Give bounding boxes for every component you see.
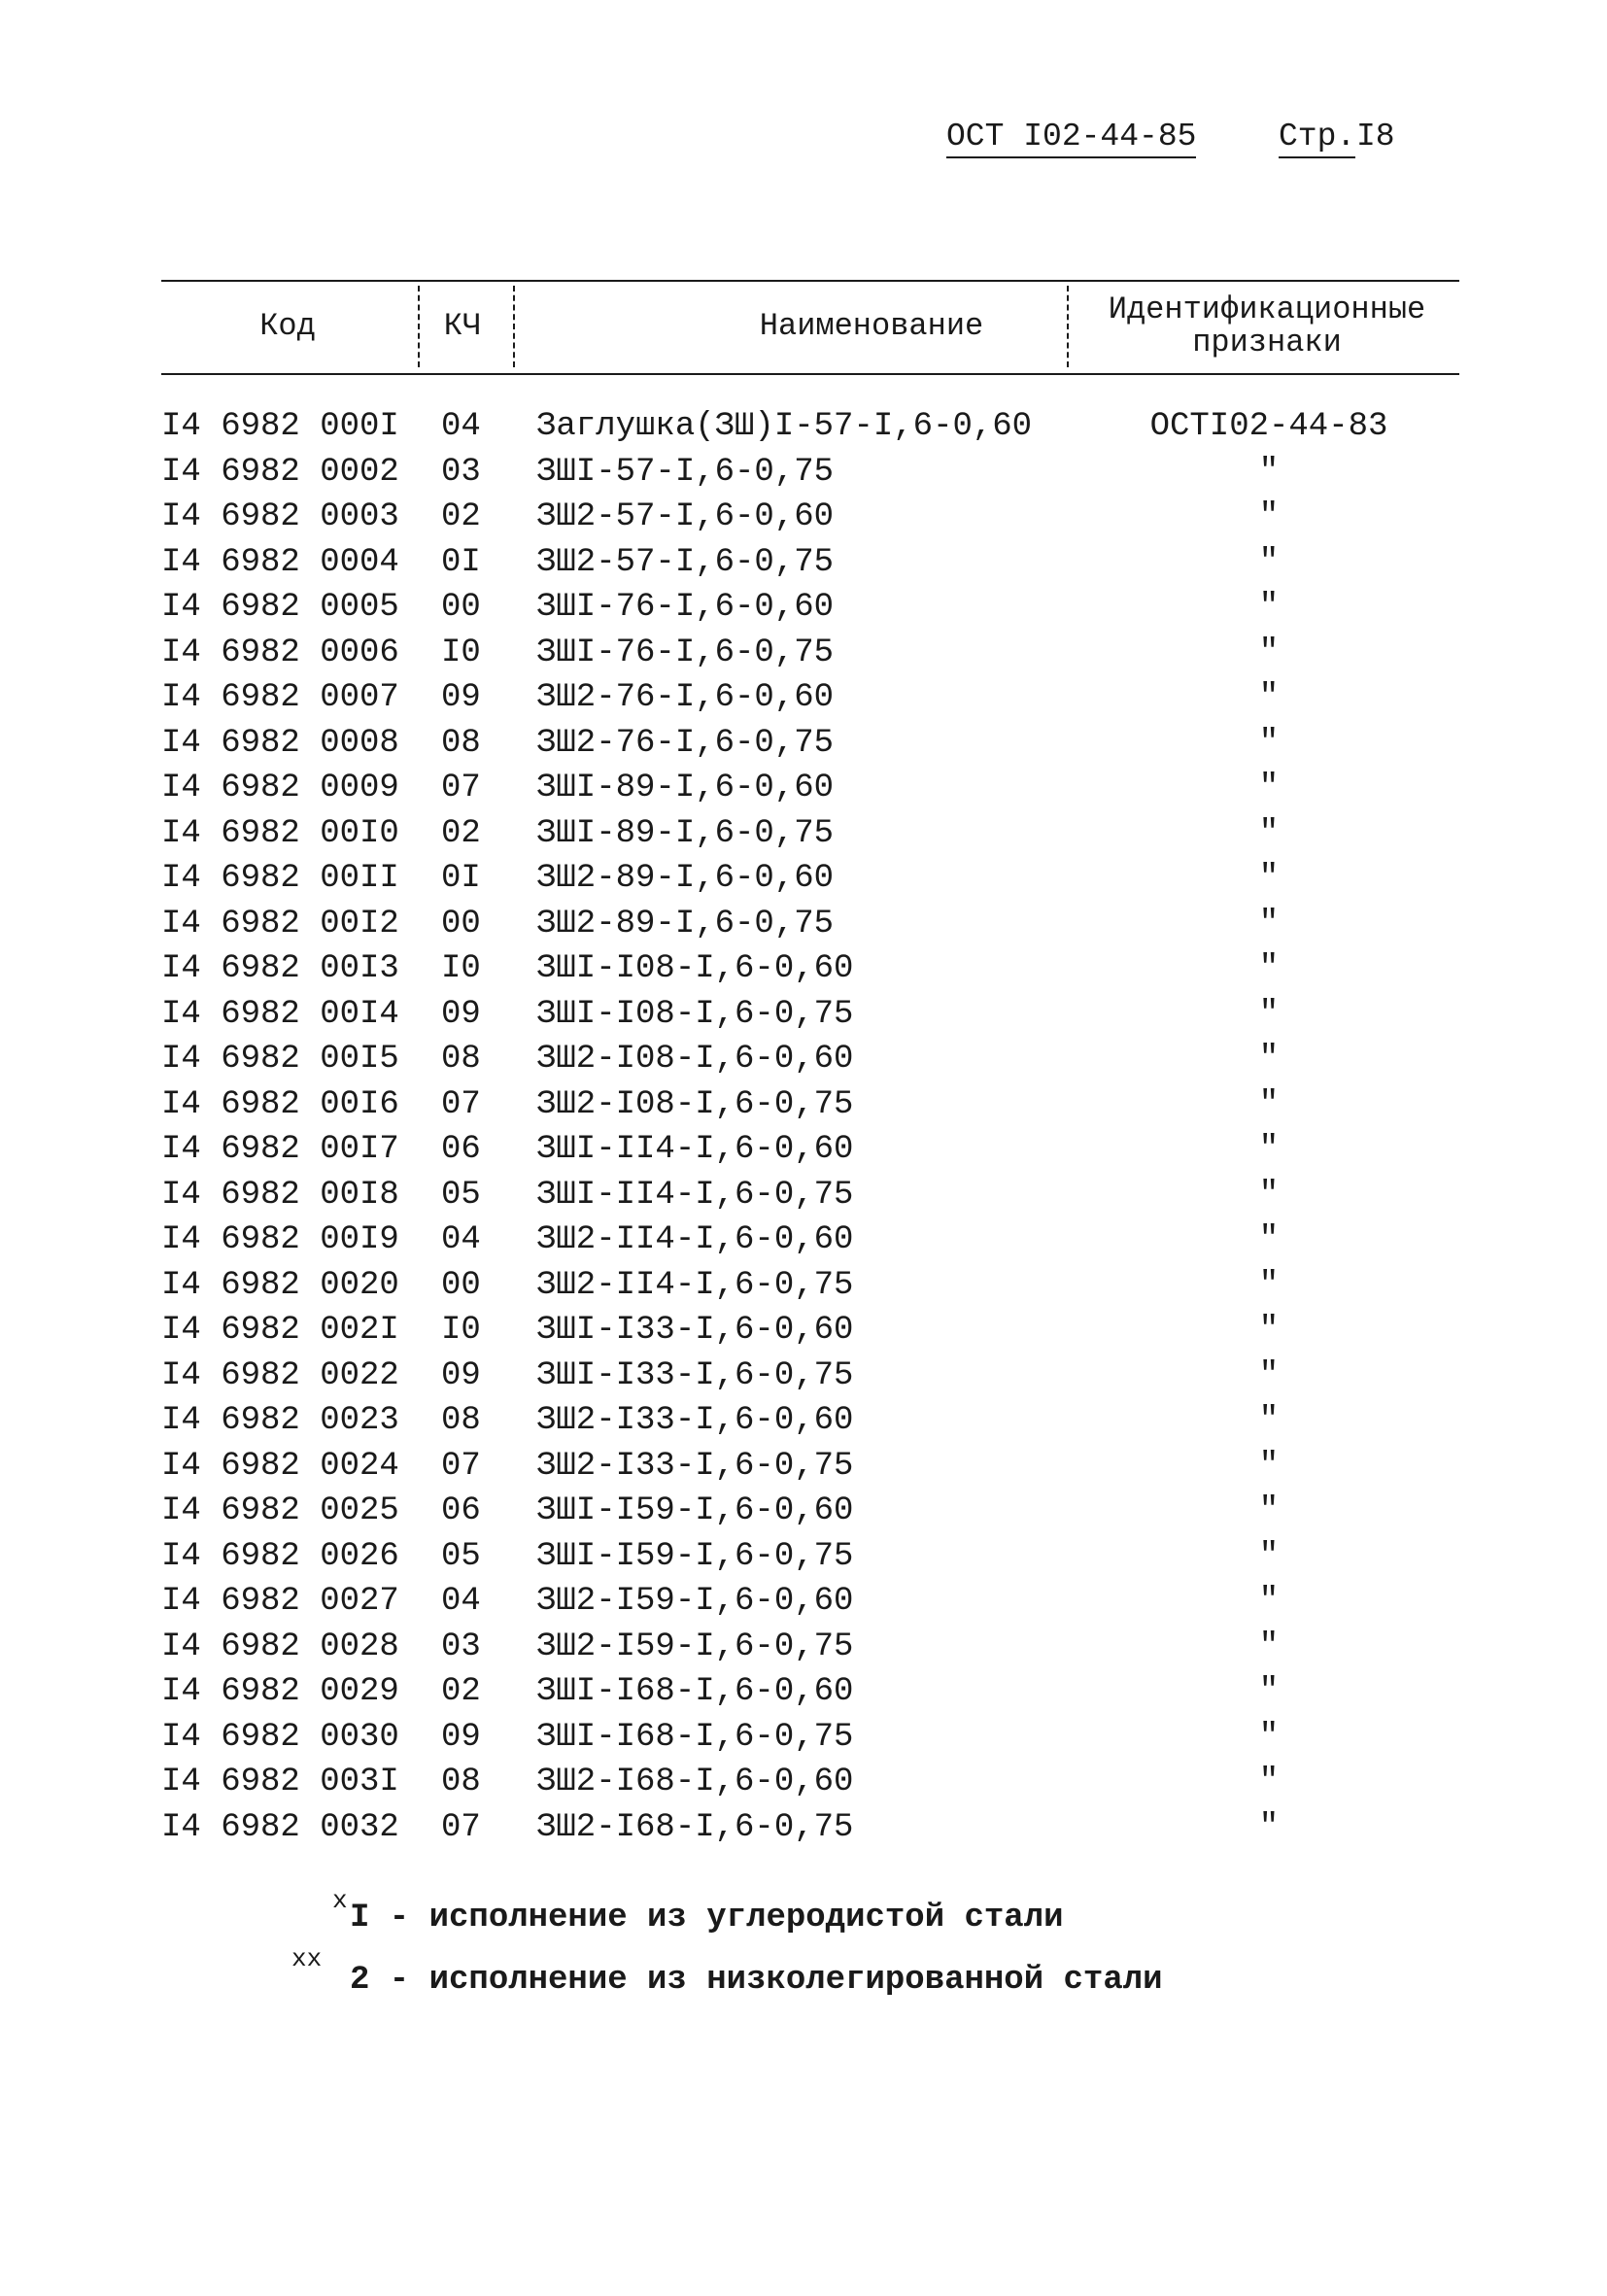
row-name: ЗШ2-57-I,6-0,60: [536, 498, 835, 535]
row-kch: 02: [441, 814, 481, 852]
row-kch: 07: [441, 1808, 481, 1846]
row-name: ЗШ2-I59-I,6-0,75: [536, 1628, 854, 1665]
table-row: [161, 1764, 1459, 1809]
row-name: ЗШI-I68-I,6-0,75: [536, 1718, 854, 1756]
row-kch: I0: [441, 634, 481, 671]
footnote-mark: xx: [291, 1944, 323, 1973]
row-code: I4 6982 0003: [161, 498, 399, 535]
row-code: I4 6982 0008: [161, 724, 399, 762]
column-separator: [1067, 286, 1069, 367]
row-id: ": [1258, 1492, 1280, 1529]
table-row: [161, 1221, 1459, 1267]
row-kch: 0I: [441, 860, 481, 897]
footnote-2: [291, 1944, 1360, 2024]
row-id: ": [1258, 724, 1280, 762]
row-kch: 05: [441, 1176, 481, 1214]
row-id: ": [1258, 453, 1280, 491]
row-code: I4 6982 0022: [161, 1356, 399, 1394]
table-row: [161, 1448, 1459, 1493]
page-label: Стр.: [1279, 119, 1355, 158]
table-row: [161, 1719, 1459, 1765]
footnote-text: I - исполнение из углеродистой стали: [350, 1900, 1064, 1936]
column-separator: [513, 286, 515, 367]
row-id: ": [1258, 1266, 1280, 1304]
row-kch: 02: [441, 498, 481, 535]
row-id: ": [1258, 1447, 1280, 1485]
table-row: [161, 1402, 1459, 1448]
row-kch: 05: [441, 1537, 481, 1575]
row-code: I4 6982 0020: [161, 1266, 399, 1304]
row-name: ЗШ2-II4-I,6-0,60: [536, 1221, 854, 1258]
table-row: [161, 906, 1459, 951]
footnote-text: 2 - исполнение из низколегированной стали: [350, 1962, 1163, 1999]
row-id: ": [1258, 1673, 1280, 1710]
table-row: [161, 498, 1459, 544]
row-id: ": [1258, 498, 1280, 535]
row-id: ": [1258, 950, 1280, 987]
row-id: ": [1258, 1583, 1280, 1620]
row-name: ЗШ2-89-I,6-0,60: [536, 860, 835, 897]
row-name: ЗШI-II4-I,6-0,75: [536, 1176, 854, 1214]
table-row: [161, 1131, 1459, 1177]
row-code: I4 6982 0009: [161, 770, 399, 806]
table-row: [161, 1357, 1459, 1403]
row-code: I4 6982 0032: [161, 1808, 399, 1846]
row-name: ЗШ2-I68-I,6-0,75: [536, 1808, 854, 1846]
row-kch: 08: [441, 1402, 481, 1439]
row-name: ЗШI-76-I,6-0,60: [536, 589, 835, 626]
row-name: ЗШI-76-I,6-0,75: [536, 634, 835, 671]
row-kch: 00: [441, 1266, 481, 1304]
document-code: ОСТ I02-44-85: [946, 119, 1196, 158]
row-id: ": [1258, 1764, 1280, 1800]
table-row: [161, 679, 1459, 725]
row-kch: 04: [441, 1583, 481, 1620]
row-code: I4 6982 00I4: [161, 995, 399, 1033]
footnotes: [291, 1886, 1360, 2024]
table-row: [161, 1086, 1459, 1132]
row-name: ЗШ2-76-I,6-0,75: [536, 724, 835, 762]
table-row: [161, 1312, 1459, 1357]
row-name: ЗШ2-89-I,6-0,75: [536, 905, 835, 942]
row-id: ": [1258, 543, 1280, 581]
row-code: I4 6982 00I6: [161, 1085, 399, 1123]
row-id: ": [1258, 1356, 1280, 1394]
table-row: [161, 1267, 1459, 1313]
row-code: I4 6982 00II: [161, 860, 399, 897]
row-code: I4 6982 00I8: [161, 1176, 399, 1214]
table-row: [161, 996, 1459, 1042]
row-name: ЗШ2-I59-I,6-0,60: [536, 1583, 854, 1620]
table-row: [161, 544, 1459, 590]
row-name: ЗШ2-I68-I,6-0,60: [536, 1764, 854, 1800]
row-id: ": [1258, 1537, 1280, 1575]
header-bottom-rule: [161, 373, 1459, 375]
row-id: ": [1258, 1085, 1280, 1123]
row-name: ЗШ2-II4-I,6-0,75: [536, 1266, 854, 1304]
row-name: ЗШI-57-I,6-0,75: [536, 453, 835, 491]
row-id: ": [1258, 905, 1280, 942]
row-kch: 04: [441, 408, 481, 445]
row-kch: 00: [441, 905, 481, 942]
row-name: ЗШI-II4-I,6-0,60: [536, 1131, 854, 1168]
table-row: [161, 1628, 1459, 1674]
row-code: I4 6982 00I2: [161, 905, 399, 942]
row-name: ЗШ2-I08-I,6-0,60: [536, 1041, 854, 1078]
row-kch: 08: [441, 1041, 481, 1078]
row-kch: I0: [441, 950, 481, 987]
row-name: ЗШI-I33-I,6-0,75: [536, 1356, 854, 1394]
row-id: ": [1258, 1628, 1280, 1665]
row-kch: 07: [441, 770, 481, 806]
row-code: I4 6982 0030: [161, 1718, 399, 1756]
table-row: [161, 1809, 1459, 1855]
table-row: [161, 454, 1459, 499]
row-kch: 00: [441, 589, 481, 626]
row-name: ЗШ2-I33-I,6-0,60: [536, 1402, 854, 1439]
row-name: ЗШI-89-I,6-0,60: [536, 770, 835, 806]
row-kch: 0I: [441, 543, 481, 581]
row-id: ОСТI02-44-83: [1149, 408, 1388, 445]
row-id: ": [1258, 814, 1280, 852]
table-row: [161, 1538, 1459, 1584]
row-kch: 09: [441, 995, 481, 1033]
footnote-1: [291, 1886, 1360, 1962]
table-row: [161, 1492, 1459, 1538]
row-id: ": [1258, 1312, 1280, 1349]
row-id: ": [1258, 1808, 1280, 1846]
row-code: I4 6982 0006: [161, 634, 399, 671]
row-name: ЗШI-I59-I,6-0,75: [536, 1537, 854, 1575]
row-code: I4 6982 00I9: [161, 1221, 399, 1258]
row-code: I4 6982 00I3: [161, 950, 399, 987]
row-name: ЗШI-I08-I,6-0,60: [536, 950, 854, 987]
row-code: I4 6982 0024: [161, 1447, 399, 1485]
row-id: ": [1258, 1131, 1280, 1168]
page-header: [946, 115, 1413, 163]
table-row: [161, 408, 1459, 454]
row-code: I4 6982 0002: [161, 453, 399, 491]
row-id: ": [1258, 1402, 1280, 1439]
row-kch: 09: [441, 1356, 481, 1394]
row-kch: 09: [441, 1718, 481, 1756]
row-code: I4 6982 0026: [161, 1537, 399, 1575]
row-id: ": [1258, 1718, 1280, 1756]
row-name: ЗШI-89-I,6-0,75: [536, 814, 835, 852]
table-row: [161, 815, 1459, 861]
table-row: [161, 725, 1459, 771]
row-name: ЗШ2-I33-I,6-0,75: [536, 1447, 854, 1485]
row-kch: 07: [441, 1447, 481, 1485]
table-row: [161, 1177, 1459, 1222]
row-id: ": [1258, 1176, 1280, 1214]
row-code: I4 6982 0029: [161, 1673, 399, 1710]
row-id: ": [1258, 679, 1280, 716]
row-id: ": [1258, 995, 1280, 1033]
row-code: I4 6982 0005: [161, 589, 399, 626]
row-name: ЗШ2-I08-I,6-0,75: [536, 1085, 854, 1123]
row-code: I4 6982 002I: [161, 1312, 399, 1349]
table-row: [161, 589, 1459, 634]
row-name: ЗШ2-76-I,6-0,60: [536, 679, 835, 716]
row-kch: 08: [441, 724, 481, 762]
table-row: [161, 1583, 1459, 1628]
row-kch: 07: [441, 1085, 481, 1123]
row-name: ЗШI-I59-I,6-0,60: [536, 1492, 854, 1529]
column-header-name: Наименование: [759, 308, 984, 344]
row-kch: 08: [441, 1764, 481, 1800]
row-code: I4 6982 000I: [161, 408, 399, 445]
row-name: ЗШI-I33-I,6-0,60: [536, 1312, 854, 1349]
row-id: ": [1258, 1041, 1280, 1078]
row-code: I4 6982 0027: [161, 1583, 399, 1620]
row-id: ": [1258, 770, 1280, 806]
table-row: [161, 1673, 1459, 1719]
row-name: ЗШI-I68-I,6-0,60: [536, 1673, 854, 1710]
row-code: I4 6982 00I0: [161, 814, 399, 852]
table-row: [161, 770, 1459, 815]
row-kch: 09: [441, 679, 481, 716]
row-kch: I0: [441, 1312, 481, 1349]
row-kch: 06: [441, 1131, 481, 1168]
row-code: I4 6982 00I7: [161, 1131, 399, 1168]
row-code: I4 6982 0023: [161, 1402, 399, 1439]
table-row: [161, 950, 1459, 996]
column-header-code: Код: [259, 308, 316, 344]
row-code: I4 6982 0007: [161, 679, 399, 716]
row-id: ": [1258, 860, 1280, 897]
row-name: ЗШI-I08-I,6-0,75: [536, 995, 854, 1033]
row-name: Заглушка(ЗШ)I-57-I,6-0,60: [536, 408, 1033, 445]
row-code: I4 6982 003I: [161, 1764, 399, 1800]
table-body: [161, 408, 1459, 1854]
row-id: ": [1258, 1221, 1280, 1258]
row-id: ": [1258, 634, 1280, 671]
column-header-kch-text: КЧ: [443, 308, 482, 344]
table-row: [161, 634, 1459, 680]
row-name: ЗШ2-57-I,6-0,75: [536, 543, 835, 581]
row-code: I4 6982 0025: [161, 1492, 399, 1529]
row-id: ": [1258, 589, 1280, 626]
row-code: I4 6982 0028: [161, 1628, 399, 1665]
table-row: [161, 860, 1459, 906]
footnote-mark: x: [332, 1886, 348, 1915]
row-kch: 02: [441, 1673, 481, 1710]
row-kch: 04: [441, 1221, 481, 1258]
page-number: I8: [1356, 119, 1395, 154]
table-row: [161, 1041, 1459, 1086]
row-kch: 06: [441, 1492, 481, 1529]
column-header-id: Идентификационные признаки: [1108, 291, 1426, 360]
row-kch: 03: [441, 453, 481, 491]
row-code: I4 6982 00I5: [161, 1041, 399, 1078]
row-code: I4 6982 0004: [161, 543, 399, 581]
row-kch: 03: [441, 1628, 481, 1665]
